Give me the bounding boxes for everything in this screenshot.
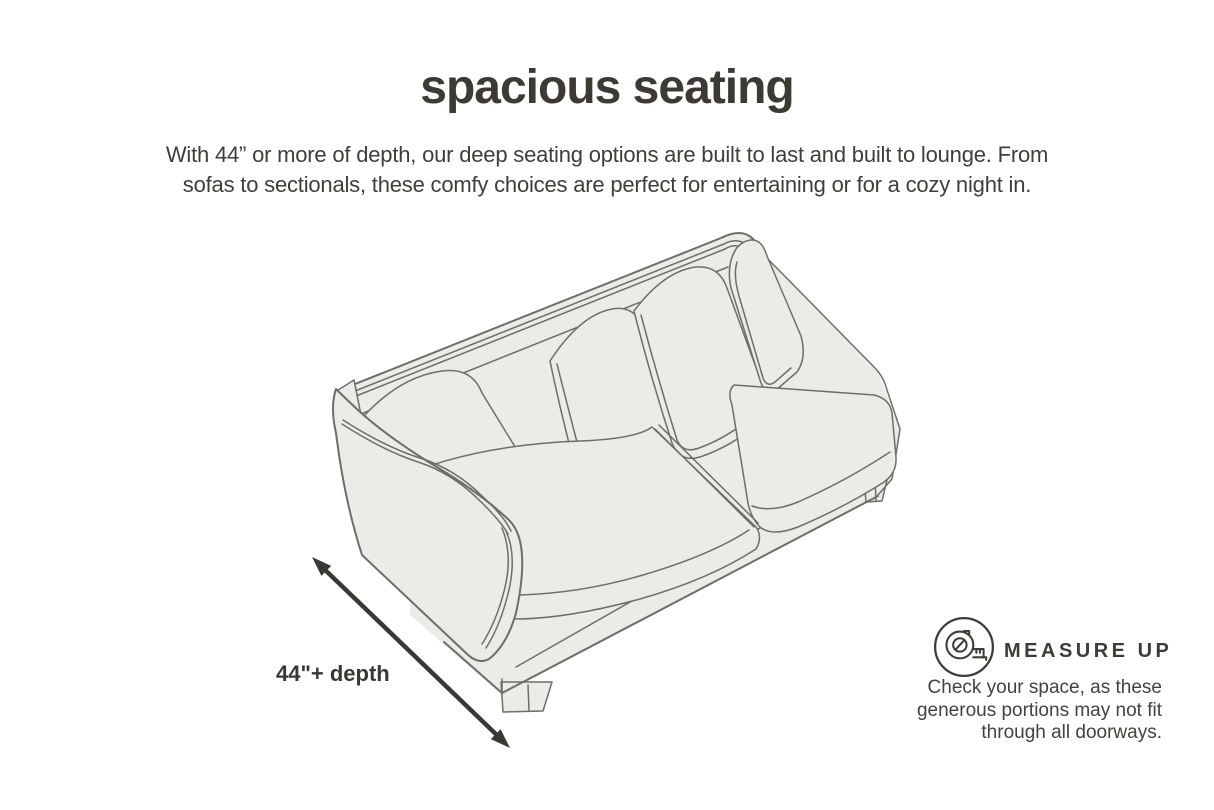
depth-dimension-arrow	[270, 540, 530, 770]
measure-up-line-3: through all doorways.	[981, 722, 1162, 743]
page-title: spacious seating	[420, 61, 794, 114]
depth-dimension-label: 44"+ depth	[276, 661, 390, 686]
measure-up-line-2: generous portions may not fit	[916, 699, 1162, 721]
measure-up-line-1: Check your space, as these	[927, 677, 1162, 698]
intro-line-2: sofas to sectionals, these comfy choices are perfect for entertaining or for a cozy night in.	[182, 172, 1032, 197]
measure-up-heading: MEASURE UP	[1004, 640, 1173, 662]
measure-up-text	[862, 677, 1162, 745]
intro-line-1: With 44” or more of depth, our deep seating options are built to last and built to lounge. From	[165, 142, 1049, 167]
seat-cushion-right	[730, 385, 896, 532]
tape-measure-icon	[931, 614, 997, 680]
intro-text	[0, 140, 1214, 200]
